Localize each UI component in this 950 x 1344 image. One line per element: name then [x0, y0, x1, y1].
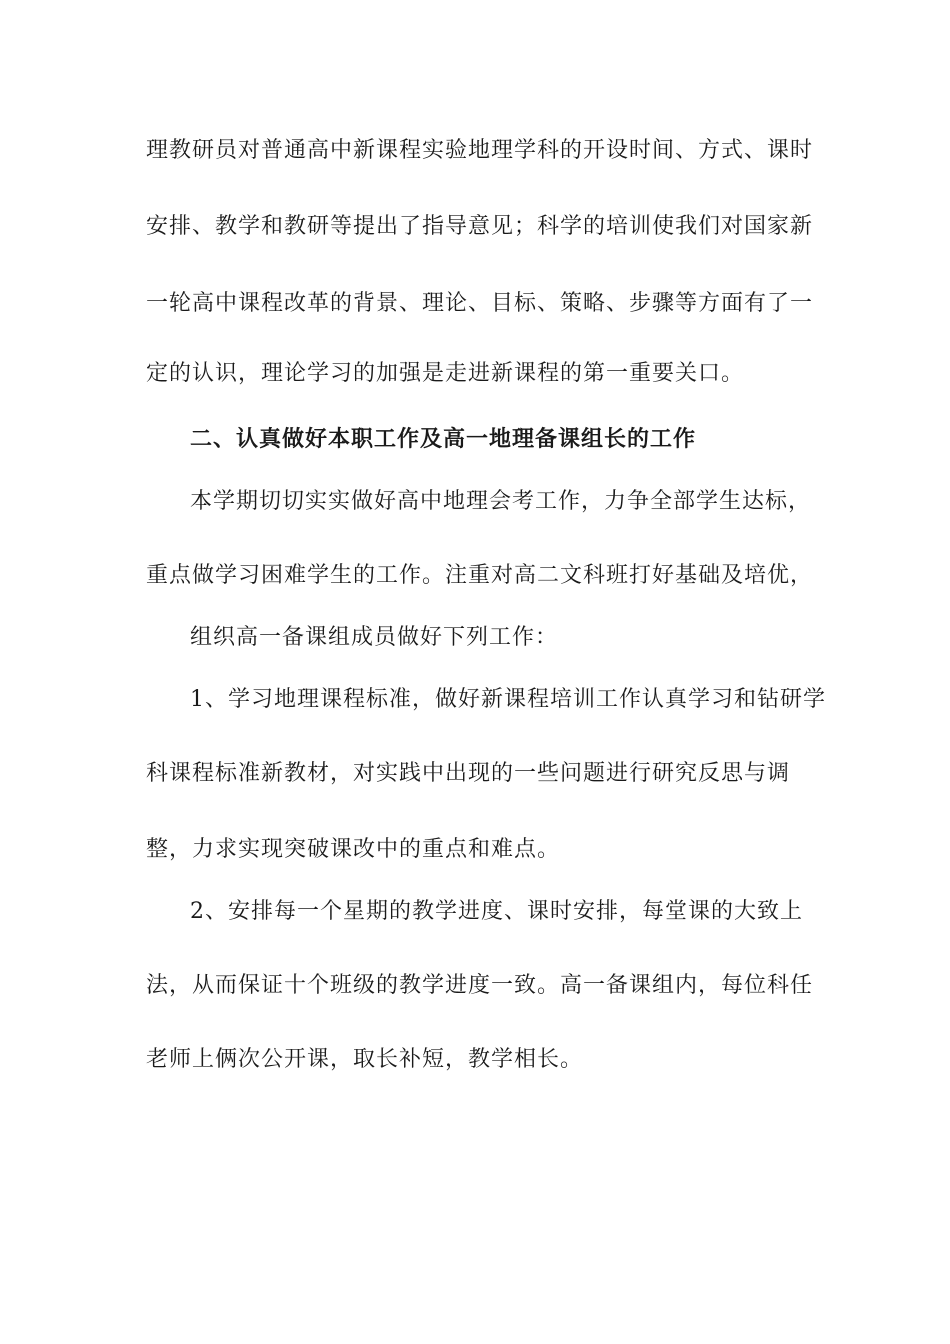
- list-item-2-line: 老师上俩次公开课，取长补短，教学相长。: [146, 1047, 584, 1072]
- list-item-1-line: 科课程标准新教材，对实践中出现的一些问题进行研究反思与调: [146, 761, 791, 786]
- paragraph-line: 本学期切切实实做好高中地理会考工作，力争全部学生达标，: [190, 489, 812, 514]
- section-heading: 二、认真做好本职工作及高一地理备课组长的工作: [190, 426, 697, 452]
- paragraph-line: 理教研员对普通高中新课程实验地理学科的开设时间、方式、课时: [146, 138, 814, 163]
- paragraph-line: 重点做学习困难学生的工作。注重对高二文科班打好基础及培优，: [146, 563, 814, 588]
- paragraph-line: 安排、教学和教研等提出了指导意见；科学的培训使我们对国家新: [146, 214, 814, 239]
- paragraph-line: 组织高一备课组成员做好下列工作：: [190, 625, 559, 650]
- paragraph-line: 定的认识，理论学习的加强是走进新课程的第一重要关口。: [146, 361, 745, 386]
- list-item-1-line: 整，力求实现突破课改中的重点和难点。: [146, 837, 561, 862]
- paragraph-line: 一轮高中课程改革的背景、理论、目标、策略、步骤等方面有了一: [146, 291, 814, 316]
- list-item-2-line: 法，从而保证十个班级的教学进度一致。高一备课组内，每位科任: [146, 973, 814, 998]
- list-item-2-line: 2、安排每一个星期的教学进度、课时安排，每堂课的大致上: [190, 899, 803, 924]
- list-item-1-line: 1、学习地理课程标准，做好新课程培训工作认真学习和钻研学: [190, 687, 826, 712]
